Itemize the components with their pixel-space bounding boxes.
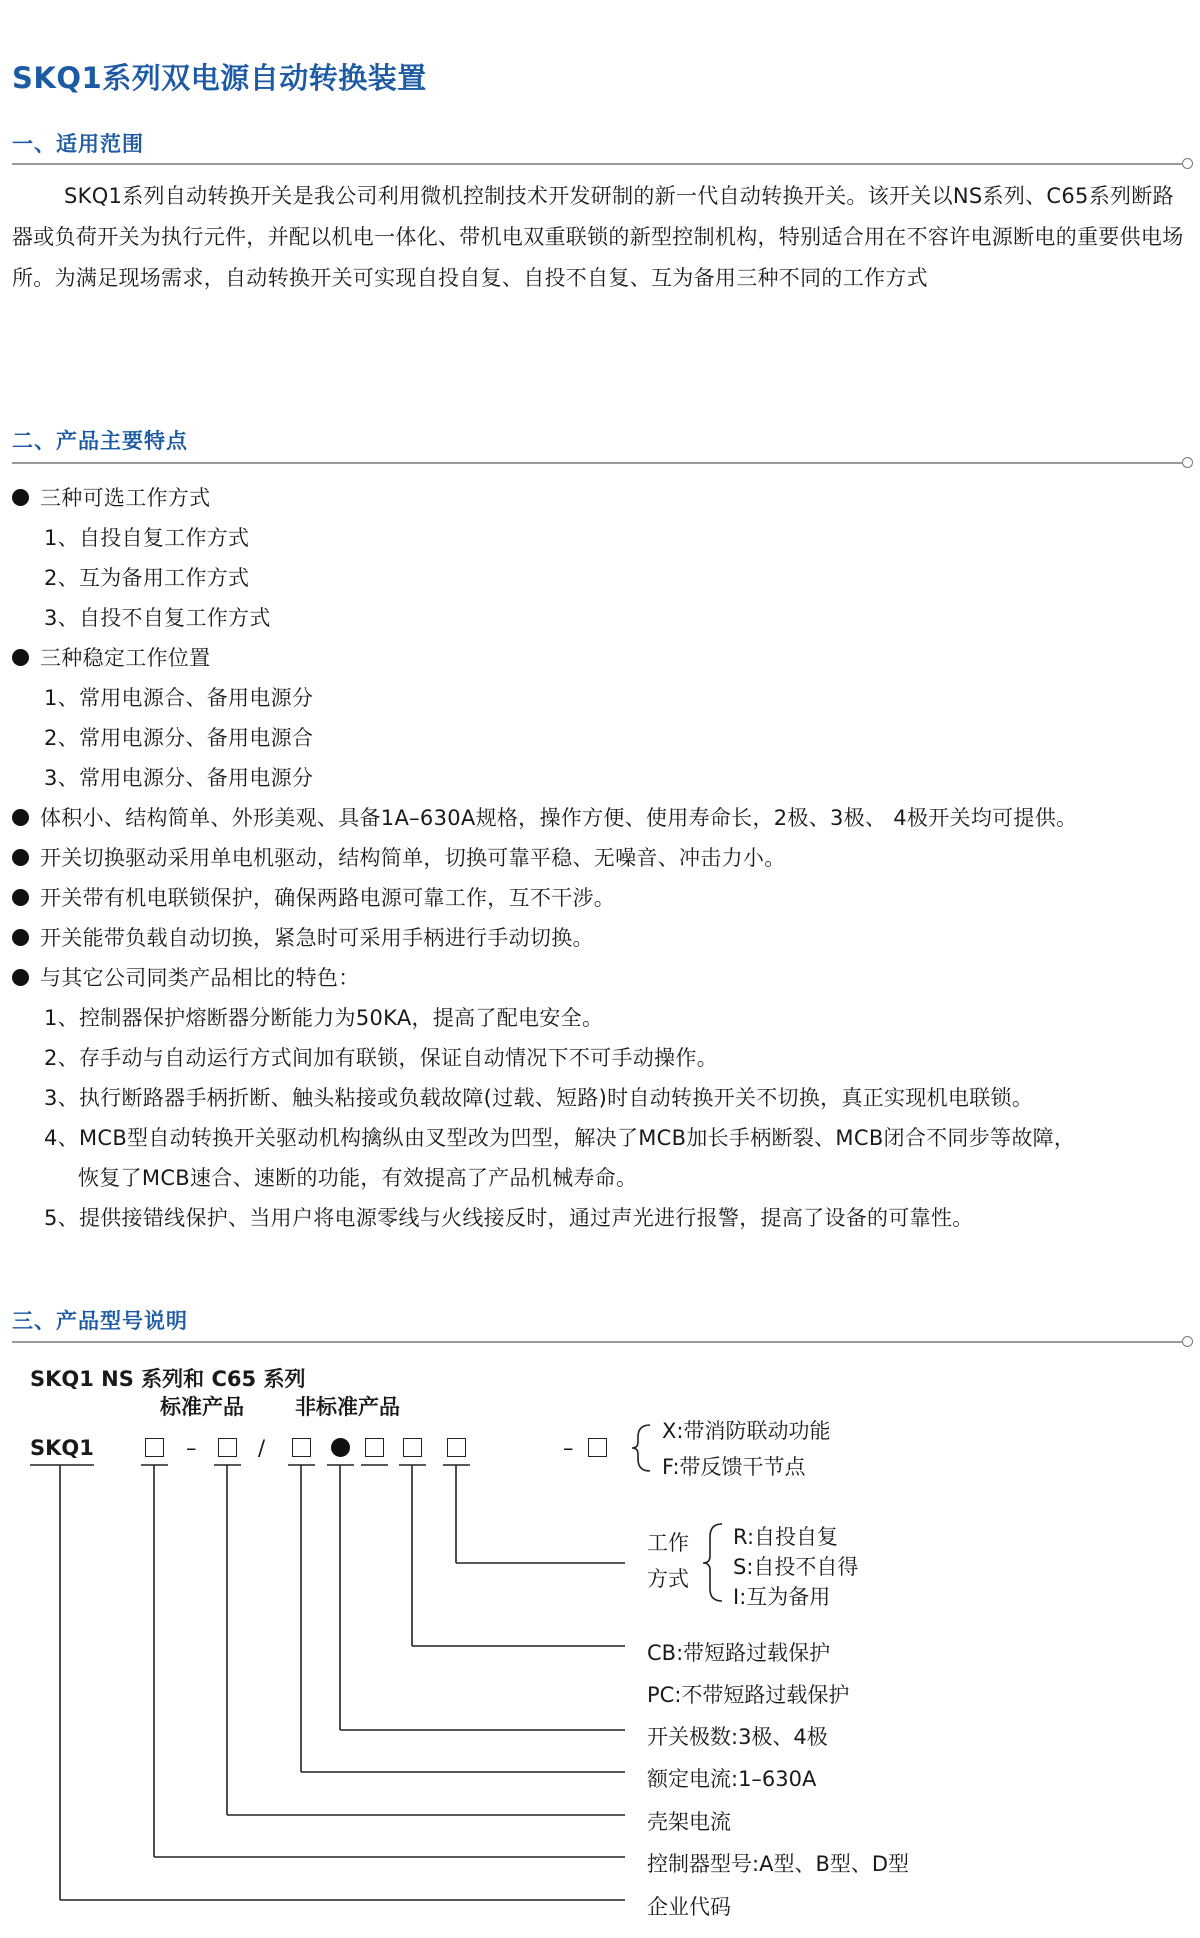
feature-line: 2、互为备用工作方式 bbox=[44, 566, 250, 590]
mode-label-1: 工作 bbox=[647, 1531, 689, 1555]
nonstandard-product-label: 非标准产品 bbox=[295, 1395, 400, 1419]
controller-label: 控制器型号:A型、B型、D型 bbox=[647, 1852, 910, 1876]
code-separator-slash: / bbox=[258, 1436, 266, 1460]
standard-product-label: 标准产品 bbox=[160, 1395, 244, 1419]
feature-line: 2、存手动与自动运行方式间加有联锁，保证自动情况下不可手动操作。 bbox=[44, 1046, 718, 1070]
scope-paragraph: SKQ1系列自动转换开关是我公司利用微机控制技术开发研制的新一代自动转换开关。该开关以NS系列、C65系列断路器或负荷开关为执行元件，并配以机电一体化、带机电双重联锁的新型控制机构，特别适合用在不容许电源断电的重要供电场所。为满足现场需求，自动转换开关可实现自投自复、自投不自复、互为备用三种不同的工作方式 bbox=[12, 184, 1184, 290]
feature-line: 开关带有机电联锁保护，确保两路电源可靠工作，互不干涉。 bbox=[40, 886, 616, 910]
feature-line: 1、常用电源合、备用电源分 bbox=[44, 686, 314, 710]
section-heading-model: 三、产品型号说明 bbox=[12, 1309, 188, 1333]
section-heading-features: 二、产品主要特点 bbox=[12, 429, 188, 453]
feature-line: 5、提供接错线保护、当用户将电源零线与火线接反时，通过声光进行报警，提高了设备的可靠性。 bbox=[44, 1206, 974, 1230]
option-pc: PC:不带短路过载保护 bbox=[647, 1683, 850, 1707]
model-prefix: SKQ1 bbox=[30, 1436, 94, 1460]
mode-label-2: 方式 bbox=[647, 1567, 689, 1591]
mode-s: S:自投不自得 bbox=[733, 1555, 859, 1579]
current-label: 额定电流:1–630A bbox=[647, 1767, 817, 1791]
series-line: SKQ1 NS 系列和 C65 系列 bbox=[30, 1367, 306, 1391]
feature-line: 开关能带负载自动切换，紧急时可采用手柄进行手动切换。 bbox=[40, 926, 594, 950]
frame-label: 壳架电流 bbox=[647, 1810, 731, 1834]
mode-i: I:互为备用 bbox=[733, 1585, 831, 1609]
section-heading-scope: 一、适用范围 bbox=[12, 132, 144, 156]
feature-line: 三种可选工作方式 bbox=[40, 486, 211, 510]
feature-line: 4、MCB型自动转换开关驱动机构擒纵由叉型改为凹型，解决了MCB加长手柄断裂、MCB闭合不同步等故障， bbox=[44, 1126, 1076, 1150]
feature-line: 1、自投自复工作方式 bbox=[44, 526, 250, 550]
feature-line: 3、自投不自复工作方式 bbox=[44, 606, 271, 630]
option-cb: CB:带短路过载保护 bbox=[647, 1641, 831, 1665]
feature-line: 3、常用电源分、备用电源分 bbox=[44, 766, 314, 790]
feature-line: 3、执行断路器手柄折断、触头粘接或负载故障(过载、短路)时自动转换开关不切换，真正实现机电联锁。 bbox=[44, 1086, 1034, 1110]
feature-line: 2、常用电源分、备用电源合 bbox=[44, 726, 314, 750]
feature-line: 与其它公司同类产品相比的特色： bbox=[40, 966, 360, 990]
option-f: F:带反馈干节点 bbox=[662, 1455, 806, 1479]
feature-line: 开关切换驱动采用单电机驱动，结构简单，切换可靠平稳、无噪音、冲击力小。 bbox=[40, 846, 786, 870]
feature-line: 三种稳定工作位置 bbox=[40, 646, 211, 670]
feature-line: 1、控制器保护熔断器分断能力为50KA，提高了配电安全。 bbox=[44, 1006, 604, 1030]
option-x: X:带消防联动功能 bbox=[662, 1419, 831, 1443]
code-suffix-dash: – bbox=[563, 1436, 574, 1460]
feature-line: 体积小、结构简单、外形美观、具备1A–630A规格，操作方便、使用寿命长，2极、3极、 4极开关均可提供。 bbox=[40, 806, 1078, 830]
company-label: 企业代码 bbox=[647, 1895, 731, 1919]
code-separator-dash: – bbox=[186, 1436, 197, 1460]
poles-label: 开关极数:3极、4极 bbox=[647, 1725, 828, 1749]
feature-line: 恢复了MCB速合、速断的功能，有效提高了产品机械寿命。 bbox=[78, 1166, 638, 1190]
page-title: SKQ1系列双电源自动转换装置 bbox=[12, 61, 427, 95]
mode-r: R:自投自复 bbox=[733, 1525, 839, 1549]
